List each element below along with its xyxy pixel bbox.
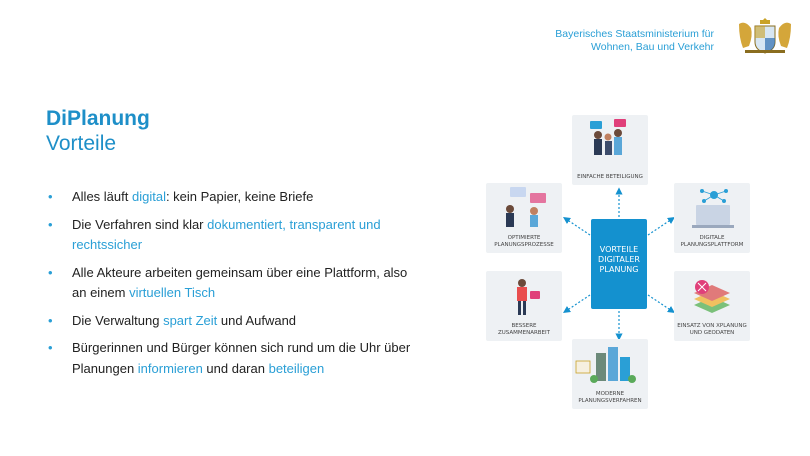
bullet-highlight-text: informieren xyxy=(137,360,203,376)
ministry-name xyxy=(555,28,714,54)
bullet-text: : kein Papier, keine Briefe xyxy=(165,189,314,204)
card-caption: EINFACHE BETEILIGUNG xyxy=(577,173,643,180)
benefits-list xyxy=(48,187,418,386)
card-einsatz-xplanung xyxy=(674,271,750,341)
map-layers-icon xyxy=(674,271,750,323)
bullet-marker: • xyxy=(48,189,53,204)
bullet-item xyxy=(48,187,418,208)
ministry-line-2: Wohnen, Bau und Verkehr xyxy=(591,41,714,53)
bullet-marker: • xyxy=(48,340,53,355)
bullet-text: Bürgerinnen und Bürger können sich rund um die Uhr über Planungen xyxy=(72,340,411,376)
bullet-item xyxy=(48,215,418,256)
card-digitale-planungsplattform xyxy=(674,183,750,253)
bullet-marker: • xyxy=(48,216,53,232)
bullet-highlight-text: virtuellen Tisch xyxy=(129,285,216,300)
people-talking-icon xyxy=(572,115,648,171)
bullet-highlight-text: spart Zeit xyxy=(163,312,218,328)
bullet-highlight-text: beteiligen xyxy=(268,360,325,376)
page-title: DiPlanung xyxy=(46,107,150,130)
bullet-marker: • xyxy=(48,264,53,280)
bullet-text: Die Verfahren sind klar xyxy=(72,216,208,232)
card-einfache-beteiligung xyxy=(572,115,648,185)
card-bessere-zusammenarbeit xyxy=(486,271,562,341)
bullet-highlight-text: dokumentiert, transparent und rechtssicher xyxy=(72,216,381,252)
bullet-item xyxy=(48,263,418,304)
city-buildings-icon xyxy=(572,339,648,395)
teamwork-puzzle-icon xyxy=(486,271,562,323)
benefits-diagram xyxy=(484,105,776,415)
laptop-network-icon xyxy=(674,183,750,235)
card-moderne-planungsverfahren xyxy=(572,339,648,409)
card-caption: MODERNE PLANUNGSVERFAHREN xyxy=(578,391,642,404)
card-optimierte-planungsprozesse xyxy=(486,183,562,253)
card-caption: EINSATZ VON XPLANUNG UND GEODATEN xyxy=(677,323,747,336)
bullet-text: und Aufwand xyxy=(217,312,297,328)
center-box: VORTEILE DIGITALER PLANUNG xyxy=(591,219,647,309)
bullet-text: Die Verwaltung xyxy=(72,312,164,328)
ministry-line-1: Bayerisches Staatsministerium für xyxy=(555,28,714,40)
bullet-item xyxy=(48,311,418,332)
bavarian-coat-of-arms-logo xyxy=(735,14,795,56)
bullet-item xyxy=(48,338,418,379)
page-subtitle: Vorteile xyxy=(46,132,117,155)
bullet-marker: • xyxy=(48,312,53,328)
bullet-text: und daran xyxy=(202,360,269,376)
card-caption: OPTIMIERTE PLANUNGSPROZESSE xyxy=(494,235,554,248)
workflow-people-icon xyxy=(486,183,562,235)
bullet-text: Alles läuft xyxy=(72,189,132,204)
bullet-highlight-text: digital xyxy=(131,189,166,204)
bullet-text: Alle Akteure arbeiten gemeinsam über eine Plattform, also an einem xyxy=(72,264,408,300)
card-caption: BESSERE ZUSAMMENARBEIT xyxy=(497,323,551,336)
card-caption: DIGITALE PLANUNGSPLATTFORM xyxy=(680,235,744,248)
